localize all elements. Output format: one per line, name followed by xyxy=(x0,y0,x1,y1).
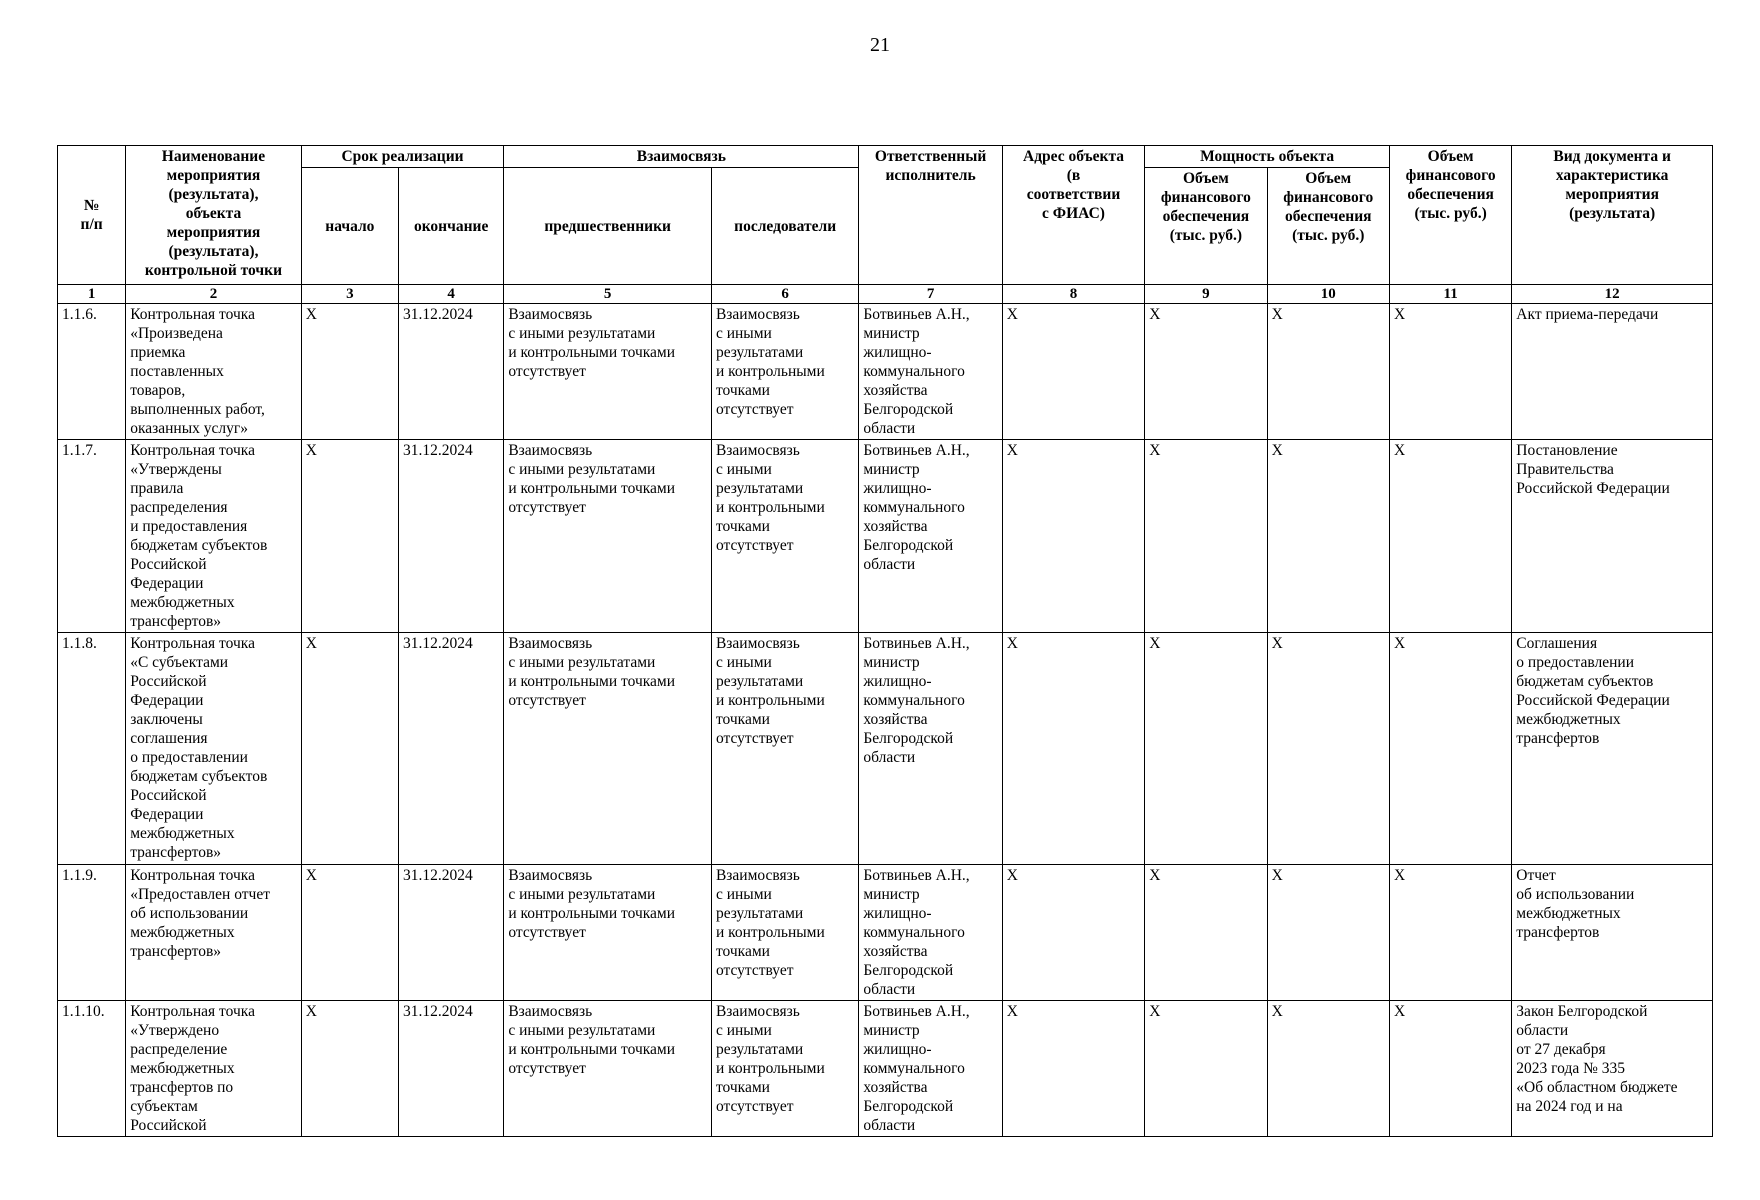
text-line: с иными результатами xyxy=(508,1022,656,1039)
text-line: и контрольными точками xyxy=(508,480,676,497)
row-address: X xyxy=(1002,304,1144,440)
text-line: Объем xyxy=(1182,170,1229,187)
text-line: Российской Федерации xyxy=(1516,480,1670,497)
table-row xyxy=(58,633,1713,865)
text-line: объекта xyxy=(185,205,242,222)
text-line: Наименование xyxy=(161,148,266,165)
text-line: жилищно- xyxy=(863,905,932,922)
text-line: межбюджетных xyxy=(130,924,235,941)
text-line: 2023 года № 335 xyxy=(1516,1060,1626,1077)
text-line: Взаимосвязь xyxy=(508,306,593,323)
text-line: коммунального xyxy=(863,363,965,380)
row-successors xyxy=(711,865,858,1001)
row-fin-volume: X xyxy=(1389,1001,1511,1137)
text-line: распределение xyxy=(130,1041,228,1058)
row-start: X xyxy=(301,633,398,865)
text-line: Акт приема-передачи xyxy=(1516,306,1659,323)
text-line: коммунального xyxy=(863,692,965,709)
text-line: с иными xyxy=(715,654,772,671)
row-doc-type xyxy=(1512,633,1713,865)
table-row xyxy=(58,1001,1713,1137)
text-line: области xyxy=(863,1117,916,1134)
text-line: характеристика xyxy=(1555,167,1669,184)
text-line: результатами xyxy=(715,480,804,497)
text-line: (тыс. руб.) xyxy=(1169,227,1243,244)
text-line: министр xyxy=(863,325,920,342)
text-line: трансфертов» xyxy=(130,844,222,861)
text-line: области xyxy=(863,749,916,766)
text-line: Объем xyxy=(1305,170,1352,187)
text-line: с иными xyxy=(715,1022,772,1039)
text-line: с иными результатами xyxy=(508,654,656,671)
text-line: с иными результатами xyxy=(508,325,656,342)
header-term-group: Срок реализации xyxy=(301,146,504,168)
row-end: 31.12.2024 xyxy=(399,304,504,440)
text-line: жилищно- xyxy=(863,1041,932,1058)
text-line: обеспечения xyxy=(1162,208,1250,225)
row-successors xyxy=(711,633,858,865)
row-predecessors xyxy=(504,304,712,440)
row-successors xyxy=(711,304,858,440)
text-line: с иными xyxy=(715,325,772,342)
text-line: коммунального xyxy=(863,499,965,516)
text-line: бюджетам субъектов xyxy=(130,768,268,785)
text-line: министр xyxy=(863,461,920,478)
text-line: отсутствует xyxy=(508,924,586,941)
text-line: трансфертов xyxy=(1516,730,1600,747)
row-cap-vol-1: X xyxy=(1145,633,1267,865)
text-line: точками xyxy=(715,711,770,728)
row-end: 31.12.2024 xyxy=(399,1001,504,1137)
text-line: трансфертов xyxy=(1516,924,1600,941)
row-doc-type xyxy=(1512,865,1713,1001)
header-link-group: Взаимосвязь xyxy=(504,146,859,168)
text-line: министр xyxy=(863,886,920,903)
table-row xyxy=(58,440,1713,633)
text-line: министр xyxy=(863,1022,920,1039)
text-line: жилищно- xyxy=(863,344,932,361)
text-line: отсутствует xyxy=(715,1098,794,1115)
row-start: X xyxy=(301,304,398,440)
text-line: Взаимосвязь xyxy=(715,442,800,459)
row-address: X xyxy=(1002,440,1144,633)
text-line: Ответственный xyxy=(874,148,987,165)
table-row xyxy=(58,304,1713,440)
text-line: Ботвиньев А.Н., xyxy=(863,1003,970,1020)
text-line: и контрольными xyxy=(715,1060,825,1077)
text-line: финансового xyxy=(1405,167,1496,184)
text-line: и контрольными точками xyxy=(508,344,676,361)
text-line: с иными результатами xyxy=(508,886,656,903)
text-line: оказанных услуг» xyxy=(130,420,248,437)
column-numbers-row xyxy=(58,285,1713,304)
text-line: трансфертов» xyxy=(130,613,222,630)
text-line: и контрольными точками xyxy=(508,905,676,922)
text-line: Российской xyxy=(130,673,207,690)
text-line: Контрольная точка xyxy=(130,867,255,884)
row-end: 31.12.2024 xyxy=(399,440,504,633)
text-line: коммунального xyxy=(863,1060,965,1077)
row-cap-vol-2: X xyxy=(1267,440,1389,633)
text-line: и контрольными точками xyxy=(508,1041,676,1058)
row-predecessors xyxy=(504,1001,712,1137)
text-line: поставленных xyxy=(130,363,224,380)
text-line: (результата), xyxy=(168,186,259,203)
text-line: от 27 декабря xyxy=(1516,1041,1606,1058)
text-line: хозяйства xyxy=(863,943,928,960)
text-line: и контрольными xyxy=(715,363,825,380)
text-line: отсутствует xyxy=(715,962,794,979)
text-line: результатами xyxy=(715,344,804,361)
row-name xyxy=(126,865,302,1001)
text-line: Ботвиньев А.Н., xyxy=(863,442,970,459)
text-line: обеспечения xyxy=(1407,186,1494,203)
text-line: Постановление xyxy=(1516,442,1618,459)
text-line: приемка xyxy=(130,344,186,361)
text-line: Федерации xyxy=(130,806,204,823)
text-line: Объем xyxy=(1427,148,1474,165)
text-line: обеспечения xyxy=(1284,208,1372,225)
text-line: области xyxy=(863,420,916,437)
text-line: Белгородской xyxy=(863,962,954,979)
row-address: X xyxy=(1002,865,1144,1001)
column-number: 1 xyxy=(58,285,126,304)
text-line: финансового xyxy=(1283,189,1374,206)
text-line: Контрольная точка xyxy=(130,306,255,323)
text-line: о предоставлении xyxy=(130,749,248,766)
text-line: и контрольными точками xyxy=(508,673,676,690)
text-line: (результата) xyxy=(1569,205,1656,222)
row-name xyxy=(126,1001,302,1137)
row-doc-type xyxy=(1512,304,1713,440)
page-number: 21 xyxy=(870,34,890,56)
column-number: 12 xyxy=(1512,285,1713,304)
text-line: отсутствует xyxy=(715,730,794,747)
column-number: 2 xyxy=(126,285,302,304)
text-line: бюджетам субъектов xyxy=(130,537,268,554)
text-line: Взаимосвязь xyxy=(508,442,593,459)
text-line: Белгородской xyxy=(863,401,954,418)
text-line: (результата), xyxy=(168,243,259,260)
text-line: хозяйства xyxy=(863,1079,928,1096)
header-doc-type xyxy=(1512,146,1713,285)
column-number: 8 xyxy=(1002,285,1144,304)
text-line: «С субъектами xyxy=(130,654,229,671)
row-responsible xyxy=(859,304,1002,440)
header-term-end: окончание xyxy=(399,168,504,285)
text-line: исполнитель xyxy=(885,167,976,184)
text-line: «Утверждено xyxy=(130,1022,220,1039)
row-successors xyxy=(711,440,858,633)
text-line: с иными результатами xyxy=(508,461,656,478)
text-line: Контрольная точка xyxy=(130,1003,255,1020)
text-line: правила xyxy=(130,480,184,497)
text-line: «Произведена xyxy=(130,325,223,342)
text-line: на 2024 год и на xyxy=(1516,1098,1623,1115)
text-line: жилищно- xyxy=(863,673,932,690)
text-line: области xyxy=(1516,1022,1569,1039)
column-number: 9 xyxy=(1145,285,1267,304)
row-responsible xyxy=(859,1001,1002,1137)
row-fin-volume: X xyxy=(1389,865,1511,1001)
row-responsible xyxy=(859,633,1002,865)
text-line: межбюджетных xyxy=(1516,905,1621,922)
text-line: Контрольная точка xyxy=(130,635,255,652)
text-line: Федерации xyxy=(130,692,204,709)
text-line: с иными xyxy=(715,461,772,478)
text-line: межбюджетных xyxy=(1516,711,1621,728)
text-line: хозяйства xyxy=(863,711,928,728)
text-line: Взаимосвязь xyxy=(508,635,593,652)
text-line: Федерации xyxy=(130,575,204,592)
header-cap-vol-1 xyxy=(1145,168,1267,285)
text-line: соглашения xyxy=(130,730,208,747)
column-number: 3 xyxy=(301,285,398,304)
text-line: распределения xyxy=(130,499,228,516)
text-line: с иными xyxy=(715,886,772,903)
text-line: Белгородской xyxy=(863,730,954,747)
text-line: п/п xyxy=(80,216,103,233)
row-name xyxy=(126,633,302,865)
text-line: результатами xyxy=(715,673,804,690)
text-line: отсутствует xyxy=(508,1060,586,1077)
text-line: «Предоставлен отчет xyxy=(130,886,270,903)
text-line: Российской xyxy=(130,1117,207,1134)
header-link-pred: предшественники xyxy=(504,168,712,285)
header-term-start: начало xyxy=(301,168,398,285)
text-line: заключены xyxy=(130,711,203,728)
row-end: 31.12.2024 xyxy=(399,633,504,865)
text-line: «Утверждены xyxy=(130,461,222,478)
text-line: жилищно- xyxy=(863,480,932,497)
text-line: Ботвиньев А.Н., xyxy=(863,306,970,323)
row-address: X xyxy=(1002,633,1144,865)
header-cap-vol-2 xyxy=(1267,168,1389,285)
text-line: о предоставлении xyxy=(1516,654,1634,671)
column-number: 4 xyxy=(399,285,504,304)
row-fin-volume: X xyxy=(1389,633,1511,865)
header-address xyxy=(1002,146,1144,285)
row-responsible xyxy=(859,440,1002,633)
text-line: отсутствует xyxy=(508,692,586,709)
text-line: контрольной точки xyxy=(144,262,283,279)
header-name xyxy=(126,146,302,285)
text-line: Взаимосвязь xyxy=(508,1003,593,1020)
header-row-1 xyxy=(58,146,1713,168)
text-line: межбюджетных xyxy=(130,1060,235,1077)
text-line: Вид документа и xyxy=(1553,148,1671,165)
row-end: 31.12.2024 xyxy=(399,865,504,1001)
text-line: Отчет xyxy=(1516,867,1556,884)
row-predecessors xyxy=(504,440,712,633)
text-line: Взаимосвязь xyxy=(715,635,800,652)
header-num xyxy=(58,146,126,285)
column-number: 10 xyxy=(1267,285,1389,304)
row-cap-vol-1: X xyxy=(1145,440,1267,633)
text-line: отсутствует xyxy=(508,499,586,516)
text-line: трансфертов» xyxy=(130,943,222,960)
row-cap-vol-1: X xyxy=(1145,865,1267,1001)
row-successors xyxy=(711,1001,858,1137)
text-line: Закон Белгородской xyxy=(1516,1003,1648,1020)
text-line: области xyxy=(863,981,916,998)
text-line: товаров, xyxy=(130,382,186,399)
row-cap-vol-2: X xyxy=(1267,1001,1389,1137)
text-line: Соглашения xyxy=(1516,635,1598,652)
text-line: Белгородской xyxy=(863,1098,954,1115)
text-line: Взаимосвязь xyxy=(715,1003,800,1020)
row-num: 1.1.8. xyxy=(58,633,126,865)
column-number: 6 xyxy=(711,285,858,304)
row-num: 1.1.6. xyxy=(58,304,126,440)
row-predecessors xyxy=(504,865,712,1001)
text-line: Белгородской xyxy=(863,537,954,554)
text-line: межбюджетных xyxy=(130,594,235,611)
row-doc-type xyxy=(1512,440,1713,633)
text-line: Российской xyxy=(130,556,207,573)
text-line: финансового xyxy=(1160,189,1251,206)
text-line: (в xyxy=(1066,167,1081,184)
text-line: Взаимосвязь xyxy=(715,306,800,323)
text-line: и контрольными xyxy=(715,499,825,516)
text-line: Адрес объекта xyxy=(1023,148,1124,165)
row-address: X xyxy=(1002,1001,1144,1137)
text-line: отсутствует xyxy=(715,537,794,554)
row-predecessors xyxy=(504,633,712,865)
row-cap-vol-1: X xyxy=(1145,1001,1267,1137)
text-line: Взаимосвязь xyxy=(508,867,593,884)
text-line: «Об областном бюджете xyxy=(1516,1079,1678,1096)
row-fin-volume: X xyxy=(1389,440,1511,633)
row-name xyxy=(126,304,302,440)
text-line: субъектам xyxy=(130,1098,198,1115)
row-num: 1.1.9. xyxy=(58,865,126,1001)
row-name xyxy=(126,440,302,633)
text-line: межбюджетных xyxy=(130,825,235,842)
text-line: выполненных работ, xyxy=(130,401,265,418)
row-responsible xyxy=(859,865,1002,1001)
row-cap-vol-1: X xyxy=(1145,304,1267,440)
text-line: мероприятия xyxy=(1565,186,1659,203)
row-cap-vol-2: X xyxy=(1267,633,1389,865)
text-line: результатами xyxy=(715,905,804,922)
header-capacity-group: Мощность объекта xyxy=(1145,146,1390,168)
text-line: и предоставления xyxy=(130,518,248,535)
text-line: Правительства xyxy=(1516,461,1614,478)
text-line: точками xyxy=(715,1079,770,1096)
table-row xyxy=(58,865,1713,1001)
row-cap-vol-2: X xyxy=(1267,304,1389,440)
text-line: (тыс. руб.) xyxy=(1414,205,1487,222)
row-fin-volume: X xyxy=(1389,304,1511,440)
text-line: отсутствует xyxy=(715,401,794,418)
text-line: с ФИАС) xyxy=(1042,205,1105,222)
row-doc-type xyxy=(1512,1001,1713,1137)
text-line: об использовании xyxy=(130,905,249,922)
text-line: трансфертов по xyxy=(130,1079,234,1096)
row-start: X xyxy=(301,865,398,1001)
column-number: 7 xyxy=(859,285,1002,304)
text-line: № xyxy=(83,197,100,214)
column-number: 5 xyxy=(504,285,712,304)
row-start: X xyxy=(301,440,398,633)
text-line: Взаимосвязь xyxy=(715,867,800,884)
text-line: Ботвиньев А.Н., xyxy=(863,635,970,652)
header-responsible xyxy=(859,146,1002,285)
row-num: 1.1.7. xyxy=(58,440,126,633)
row-start: X xyxy=(301,1001,398,1137)
text-line: и контрольными xyxy=(715,692,825,709)
text-line: бюджетам субъектов xyxy=(1516,673,1654,690)
text-line: результатами xyxy=(715,1041,804,1058)
text-line: точками xyxy=(715,382,770,399)
text-line: министр xyxy=(863,654,920,671)
text-line: точками xyxy=(715,518,770,535)
text-line: соответствии xyxy=(1026,186,1121,203)
column-number: 11 xyxy=(1389,285,1511,304)
text-line: Российской Федерации xyxy=(1516,692,1670,709)
measures-table xyxy=(57,145,1713,1137)
text-line: коммунального xyxy=(863,924,965,941)
text-line: об использовании xyxy=(1516,886,1635,903)
text-line: Контрольная точка xyxy=(130,442,255,459)
row-cap-vol-2: X xyxy=(1267,865,1389,1001)
text-line: мероприятия xyxy=(166,224,261,241)
header-fin-volume xyxy=(1389,146,1511,285)
text-line: хозяйства xyxy=(863,518,928,535)
text-line: и контрольными xyxy=(715,924,825,941)
text-line: мероприятия xyxy=(166,167,261,184)
text-line: Ботвиньев А.Н., xyxy=(863,867,970,884)
text-line: отсутствует xyxy=(508,363,586,380)
header-link-succ: последователи xyxy=(711,168,858,285)
text-line: точками xyxy=(715,943,770,960)
text-line: (тыс. руб.) xyxy=(1292,227,1365,244)
text-line: хозяйства xyxy=(863,382,928,399)
text-line: Российской xyxy=(130,787,207,804)
text-line: области xyxy=(863,556,916,573)
row-num: 1.1.10. xyxy=(58,1001,126,1137)
